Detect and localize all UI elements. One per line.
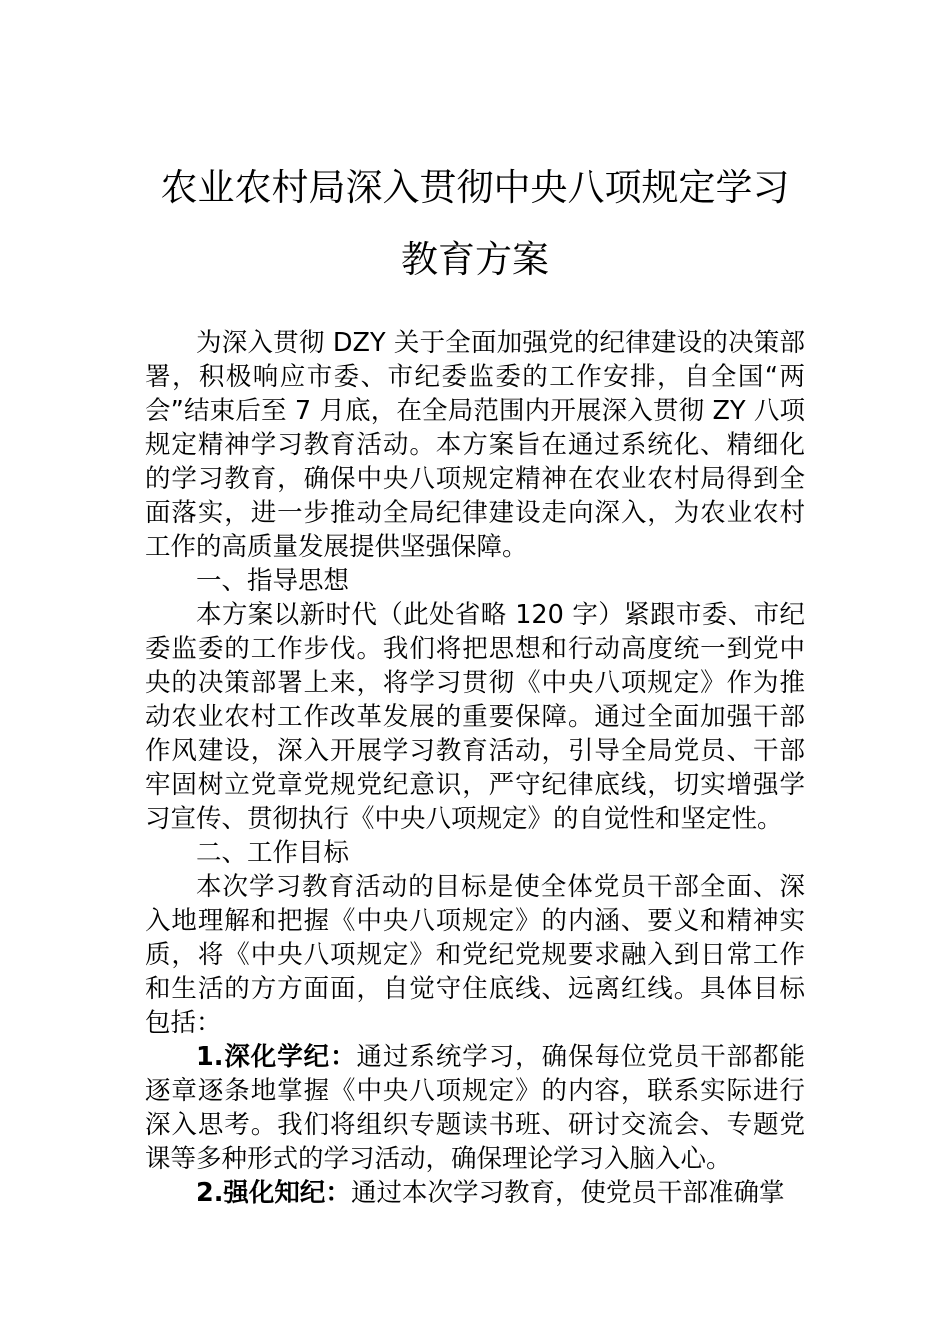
goal-item-2-lead: 2.强化知纪： bbox=[196, 1178, 351, 1208]
document-title: 农业农村局深入贯彻中央八项规定学习教育方案 bbox=[160, 166, 790, 281]
paragraph-guiding-ideology: 本方案以新时代（此处省略 120 字）紧跟市委、市纪委监委的工作步伐。我们将把思想和行动高度统一到党中央的决策部署上来，将学习贯彻《中央八项规定》作为推动农业农村工作改革发展的重要保障。通过全面加强干部作风建设，深入开展学习教育活动，引导全局党员、干部牢固树立党章党规党纪意识，严守纪律底线，切实增强学习宣传、贯彻执行《中央八项规定》的自觉性和坚定性。 bbox=[145, 600, 805, 834]
section-heading-guiding-ideology: 一、指导思想 bbox=[196, 566, 350, 596]
paragraph-work-goals: 本次学习教育活动的目标是使全体党员干部全面、深入地理解和把握《中央八项规定》的内涵、要义和精神实质，将《中央八项规定》和党纪党规要求融入到日常工作和生活的方方面面，自觉守住底线、远离红线。具体目标包括： bbox=[145, 872, 805, 1038]
goal-item-2-text: 通过本次学习教育，使党员干部准确掌 bbox=[350, 1178, 785, 1208]
goal-item-1-text: 通过系统学习，确保每位党员干部都能逐章逐条地掌握《中央八项规定》的内容，联系实际进行深入思考。我们将组织专题读书班、研讨交流会、专题党课等多种形式的学习活动，确保理论学习入脑入心。 bbox=[145, 1042, 805, 1174]
goal-item-1 bbox=[145, 1040, 805, 1176]
goal-item-2 bbox=[145, 1176, 805, 1210]
goal-item-1-lead: 1.深化学纪： bbox=[196, 1042, 357, 1072]
document-body bbox=[145, 326, 805, 1210]
section-heading-work-goals: 二、工作目标 bbox=[196, 838, 350, 868]
paragraph-intro: 为深入贯彻 DZY 关于全面加强党的纪律建设的决策部署，积极响应市委、市纪委监委的工作安排，自全国“两会”结束后至 7 月底，在全局范围内开展深入贯彻 ZY 八项规定精神学习教育活动。本方案旨在通过系统化、精细化的学习教育，确保中央八项规定精神在农业农村局得到全面落实，进一步推动全局纪律建设走向深入，为农业农村工作的高质量发展提供坚强保障。 bbox=[145, 328, 805, 562]
